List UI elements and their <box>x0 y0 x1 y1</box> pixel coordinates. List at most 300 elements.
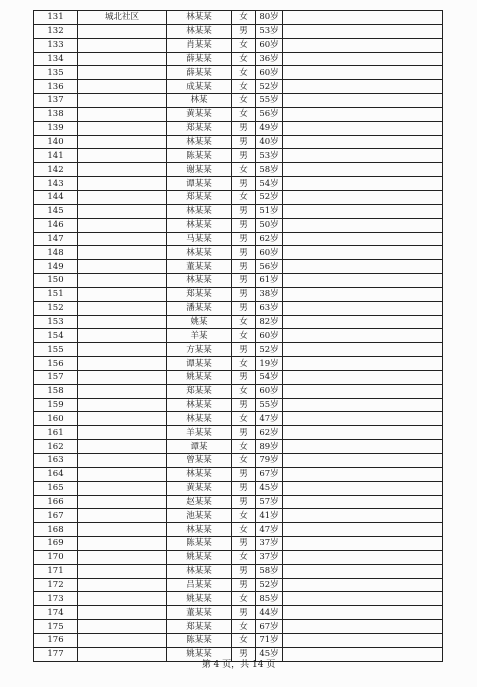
row-number: 141 <box>34 149 78 163</box>
community-cell <box>78 190 167 204</box>
community-cell <box>78 94 167 108</box>
person-age: 55岁 <box>256 94 283 108</box>
person-age: 56岁 <box>256 260 283 274</box>
row-number: 158 <box>34 384 78 398</box>
row-number: 143 <box>34 177 78 191</box>
person-name: 赵某某 <box>167 495 232 509</box>
remarks-cell <box>283 204 443 218</box>
person-age: 63岁 <box>256 301 283 315</box>
row-number: 142 <box>34 163 78 177</box>
remarks-cell <box>283 509 443 523</box>
table-row <box>34 121 443 135</box>
person-age: 45岁 <box>256 647 283 661</box>
person-name: 肖某某 <box>167 38 232 52</box>
roster-body <box>34 11 443 662</box>
table-row <box>34 495 443 509</box>
row-number: 160 <box>34 412 78 426</box>
community-cell <box>78 107 167 121</box>
person-name: 陈某某 <box>167 149 232 163</box>
remarks-cell <box>283 301 443 315</box>
person-sex: 女 <box>232 38 256 52</box>
person-sex: 男 <box>232 481 256 495</box>
row-number: 169 <box>34 537 78 551</box>
table-row <box>34 38 443 52</box>
table-row <box>34 564 443 578</box>
table-row <box>34 537 443 551</box>
person-sex: 男 <box>232 177 256 191</box>
row-number: 157 <box>34 370 78 384</box>
person-age: 47岁 <box>256 523 283 537</box>
person-sex: 女 <box>232 550 256 564</box>
person-name: 谢某某 <box>167 163 232 177</box>
person-name: 姚某某 <box>167 370 232 384</box>
person-name: 吕某某 <box>167 578 232 592</box>
community-cell <box>78 204 167 218</box>
person-name: 谭某某 <box>167 357 232 371</box>
remarks-cell <box>283 578 443 592</box>
person-sex: 女 <box>232 620 256 634</box>
community-cell <box>78 218 167 232</box>
person-age: 58岁 <box>256 163 283 177</box>
community-cell <box>78 384 167 398</box>
person-sex: 男 <box>232 398 256 412</box>
person-name: 马某某 <box>167 232 232 246</box>
remarks-cell <box>283 384 443 398</box>
table-row <box>34 606 443 620</box>
person-sex: 女 <box>232 94 256 108</box>
remarks-cell <box>283 467 443 481</box>
person-name: 黄某某 <box>167 107 232 121</box>
person-sex: 女 <box>232 454 256 468</box>
row-number: 132 <box>34 24 78 38</box>
person-name: 曾某某 <box>167 454 232 468</box>
person-age: 60岁 <box>256 66 283 80</box>
remarks-cell <box>283 52 443 66</box>
person-sex: 女 <box>232 523 256 537</box>
person-sex: 男 <box>232 135 256 149</box>
person-age: 82岁 <box>256 315 283 329</box>
person-sex: 男 <box>232 232 256 246</box>
community-cell <box>78 620 167 634</box>
person-sex: 男 <box>232 301 256 315</box>
row-number: 163 <box>34 454 78 468</box>
person-sex: 男 <box>232 578 256 592</box>
person-age: 80岁 <box>256 11 283 25</box>
row-number: 176 <box>34 633 78 647</box>
person-age: 37岁 <box>256 550 283 564</box>
community-cell <box>78 412 167 426</box>
person-age: 71岁 <box>256 633 283 647</box>
table-row <box>34 301 443 315</box>
row-number: 145 <box>34 204 78 218</box>
person-name: 林某某 <box>167 246 232 260</box>
row-number: 135 <box>34 66 78 80</box>
remarks-cell <box>283 357 443 371</box>
person-age: 51岁 <box>256 204 283 218</box>
row-number: 140 <box>34 135 78 149</box>
person-sex: 男 <box>232 260 256 274</box>
community-cell <box>78 481 167 495</box>
community-cell: 城北社区 <box>78 11 167 25</box>
table-row <box>34 260 443 274</box>
table-row <box>34 246 443 260</box>
row-number: 154 <box>34 329 78 343</box>
row-number: 165 <box>34 481 78 495</box>
remarks-cell <box>283 564 443 578</box>
table-row <box>34 412 443 426</box>
remarks-cell <box>283 38 443 52</box>
person-sex: 女 <box>232 190 256 204</box>
community-cell <box>78 426 167 440</box>
community-cell <box>78 454 167 468</box>
community-cell <box>78 315 167 329</box>
person-age: 52岁 <box>256 190 283 204</box>
remarks-cell <box>283 149 443 163</box>
person-sex: 男 <box>232 287 256 301</box>
table-row <box>34 163 443 177</box>
page-footer: 第 4 页，共 14 页 <box>201 660 276 670</box>
row-number: 152 <box>34 301 78 315</box>
person-age: 36岁 <box>256 52 283 66</box>
person-name: 谭某 <box>167 440 232 454</box>
row-number: 168 <box>34 523 78 537</box>
remarks-cell <box>283 232 443 246</box>
community-cell <box>78 177 167 191</box>
person-name: 郑某某 <box>167 121 232 135</box>
community-cell <box>78 343 167 357</box>
row-number: 166 <box>34 495 78 509</box>
table-row <box>34 454 443 468</box>
table-row <box>34 274 443 288</box>
person-sex: 女 <box>232 315 256 329</box>
person-age: 57岁 <box>256 495 283 509</box>
person-name: 林某某 <box>167 412 232 426</box>
table-row <box>34 620 443 634</box>
table-row <box>34 177 443 191</box>
remarks-cell <box>283 550 443 564</box>
person-name: 谭某某 <box>167 177 232 191</box>
remarks-cell <box>283 481 443 495</box>
remarks-cell <box>283 287 443 301</box>
remarks-cell <box>283 426 443 440</box>
community-cell <box>78 440 167 454</box>
person-age: 49岁 <box>256 121 283 135</box>
row-number: 177 <box>34 647 78 661</box>
table-row <box>34 135 443 149</box>
person-age: 40岁 <box>256 135 283 149</box>
person-name: 羊某 <box>167 329 232 343</box>
person-age: 60岁 <box>256 38 283 52</box>
remarks-cell <box>283 633 443 647</box>
table-row <box>34 287 443 301</box>
community-cell <box>78 80 167 94</box>
person-name: 郑某某 <box>167 620 232 634</box>
community-cell <box>78 564 167 578</box>
person-sex: 女 <box>232 384 256 398</box>
row-number: 144 <box>34 190 78 204</box>
table-row <box>34 467 443 481</box>
row-number: 159 <box>34 398 78 412</box>
community-cell <box>78 550 167 564</box>
remarks-cell <box>283 343 443 357</box>
row-number: 173 <box>34 592 78 606</box>
person-name: 郑某某 <box>167 384 232 398</box>
person-age: 58岁 <box>256 564 283 578</box>
row-number: 155 <box>34 343 78 357</box>
remarks-cell <box>283 620 443 634</box>
person-age: 62岁 <box>256 232 283 246</box>
community-cell <box>78 232 167 246</box>
person-age: 52岁 <box>256 343 283 357</box>
remarks-cell <box>283 592 443 606</box>
community-cell <box>78 370 167 384</box>
table-row <box>34 107 443 121</box>
row-number: 131 <box>34 11 78 25</box>
person-name: 郑某某 <box>167 287 232 301</box>
row-number: 133 <box>34 38 78 52</box>
person-sex: 男 <box>232 426 256 440</box>
community-cell <box>78 38 167 52</box>
person-age: 89岁 <box>256 440 283 454</box>
person-name: 林某某 <box>167 11 232 25</box>
table-row <box>34 384 443 398</box>
remarks-cell <box>283 440 443 454</box>
person-age: 67岁 <box>256 467 283 481</box>
row-number: 137 <box>34 94 78 108</box>
person-age: 45岁 <box>256 481 283 495</box>
person-sex: 男 <box>232 564 256 578</box>
table-row <box>34 52 443 66</box>
table-row <box>34 398 443 412</box>
person-sex: 女 <box>232 509 256 523</box>
community-cell <box>78 398 167 412</box>
person-sex: 女 <box>232 66 256 80</box>
row-number: 162 <box>34 440 78 454</box>
table-row <box>34 509 443 523</box>
table-row <box>34 24 443 38</box>
person-name: 林某某 <box>167 204 232 218</box>
person-sex: 男 <box>232 495 256 509</box>
person-age: 54岁 <box>256 177 283 191</box>
community-cell <box>78 523 167 537</box>
person-name: 郑某某 <box>167 190 232 204</box>
person-name: 林某某 <box>167 218 232 232</box>
row-number: 149 <box>34 260 78 274</box>
remarks-cell <box>283 606 443 620</box>
remarks-cell <box>283 135 443 149</box>
table-row <box>34 66 443 80</box>
remarks-cell <box>283 454 443 468</box>
person-name: 羊某某 <box>167 426 232 440</box>
person-name: 林某某 <box>167 398 232 412</box>
row-number: 164 <box>34 467 78 481</box>
table-row <box>34 190 443 204</box>
person-age: 37岁 <box>256 537 283 551</box>
table-row <box>34 94 443 108</box>
person-age: 55岁 <box>256 398 283 412</box>
table-row <box>34 329 443 343</box>
person-name: 陈某某 <box>167 633 232 647</box>
table-row <box>34 343 443 357</box>
table-row <box>34 633 443 647</box>
remarks-cell <box>283 537 443 551</box>
row-number: 148 <box>34 246 78 260</box>
person-age: 61岁 <box>256 274 283 288</box>
person-name: 池某某 <box>167 509 232 523</box>
community-cell <box>78 246 167 260</box>
person-sex: 男 <box>232 204 256 218</box>
person-name: 方某某 <box>167 343 232 357</box>
table-row <box>34 523 443 537</box>
community-cell <box>78 274 167 288</box>
row-number: 172 <box>34 578 78 592</box>
person-sex: 男 <box>232 467 256 481</box>
person-age: 54岁 <box>256 370 283 384</box>
remarks-cell <box>283 329 443 343</box>
table-row <box>34 440 443 454</box>
row-number: 170 <box>34 550 78 564</box>
table-row <box>34 232 443 246</box>
person-name: 林某 <box>167 94 232 108</box>
person-sex: 女 <box>232 163 256 177</box>
community-cell <box>78 52 167 66</box>
person-name: 董某某 <box>167 260 232 274</box>
person-sex: 女 <box>232 412 256 426</box>
row-number: 150 <box>34 274 78 288</box>
remarks-cell <box>283 246 443 260</box>
person-age: 50岁 <box>256 218 283 232</box>
remarks-cell <box>283 495 443 509</box>
community-cell <box>78 287 167 301</box>
remarks-cell <box>283 523 443 537</box>
row-number: 175 <box>34 620 78 634</box>
table-row <box>34 370 443 384</box>
community-cell <box>78 24 167 38</box>
table-row <box>34 149 443 163</box>
person-age: 60岁 <box>256 246 283 260</box>
person-sex: 男 <box>232 24 256 38</box>
remarks-cell <box>283 398 443 412</box>
row-number: 156 <box>34 357 78 371</box>
person-name: 姚某某 <box>167 592 232 606</box>
person-name: 薛某某 <box>167 66 232 80</box>
person-sex: 男 <box>232 606 256 620</box>
remarks-cell <box>283 11 443 25</box>
person-name: 成某某 <box>167 80 232 94</box>
person-name: 姚某某 <box>167 550 232 564</box>
community-cell <box>78 149 167 163</box>
person-age: 60岁 <box>256 384 283 398</box>
person-sex: 男 <box>232 370 256 384</box>
remarks-cell <box>283 218 443 232</box>
person-sex: 男 <box>232 274 256 288</box>
remarks-cell <box>283 315 443 329</box>
row-number: 138 <box>34 107 78 121</box>
table-row <box>34 426 443 440</box>
remarks-cell <box>283 107 443 121</box>
person-age: 85岁 <box>256 592 283 606</box>
person-name: 姚某 <box>167 315 232 329</box>
person-sex: 女 <box>232 329 256 343</box>
row-number: 171 <box>34 564 78 578</box>
community-cell <box>78 329 167 343</box>
row-number: 146 <box>34 218 78 232</box>
table-row <box>34 315 443 329</box>
person-age: 38岁 <box>256 287 283 301</box>
table-row <box>34 80 443 94</box>
remarks-cell <box>283 370 443 384</box>
person-sex: 女 <box>232 11 256 25</box>
table-row <box>34 11 443 25</box>
table-row <box>34 218 443 232</box>
person-age: 79岁 <box>256 454 283 468</box>
person-name: 薛某某 <box>167 52 232 66</box>
table-row <box>34 578 443 592</box>
person-name: 林某某 <box>167 523 232 537</box>
table-row <box>34 481 443 495</box>
person-name: 林某某 <box>167 274 232 288</box>
remarks-cell <box>283 412 443 426</box>
person-age: 60岁 <box>256 329 283 343</box>
person-sex: 女 <box>232 357 256 371</box>
row-number: 153 <box>34 315 78 329</box>
person-age: 52岁 <box>256 578 283 592</box>
person-name: 潘某某 <box>167 301 232 315</box>
remarks-cell <box>283 80 443 94</box>
community-cell <box>78 301 167 315</box>
person-age: 53岁 <box>256 149 283 163</box>
row-number: 161 <box>34 426 78 440</box>
community-cell <box>78 260 167 274</box>
community-cell <box>78 578 167 592</box>
community-cell <box>78 357 167 371</box>
table-row <box>34 204 443 218</box>
table-row <box>34 550 443 564</box>
row-number: 151 <box>34 287 78 301</box>
row-number: 134 <box>34 52 78 66</box>
person-sex: 男 <box>232 121 256 135</box>
person-sex: 男 <box>232 537 256 551</box>
remarks-cell <box>283 24 443 38</box>
person-sex: 男 <box>232 149 256 163</box>
person-sex: 男 <box>232 343 256 357</box>
community-cell <box>78 163 167 177</box>
remarks-cell <box>283 163 443 177</box>
row-number: 167 <box>34 509 78 523</box>
remarks-cell <box>283 190 443 204</box>
community-cell <box>78 135 167 149</box>
community-cell <box>78 66 167 80</box>
remarks-cell <box>283 177 443 191</box>
person-name: 黄某某 <box>167 481 232 495</box>
person-age: 41岁 <box>256 509 283 523</box>
remarks-cell <box>283 121 443 135</box>
person-sex: 男 <box>232 218 256 232</box>
person-name: 林某某 <box>167 467 232 481</box>
table-row <box>34 592 443 606</box>
person-sex: 男 <box>232 246 256 260</box>
remarks-cell <box>283 94 443 108</box>
remarks-cell <box>283 274 443 288</box>
community-cell <box>78 467 167 481</box>
person-name: 林某某 <box>167 24 232 38</box>
person-age: 53岁 <box>256 24 283 38</box>
community-cell <box>78 495 167 509</box>
community-cell <box>78 606 167 620</box>
remarks-cell <box>283 260 443 274</box>
roster-table <box>33 10 443 662</box>
row-number: 139 <box>34 121 78 135</box>
